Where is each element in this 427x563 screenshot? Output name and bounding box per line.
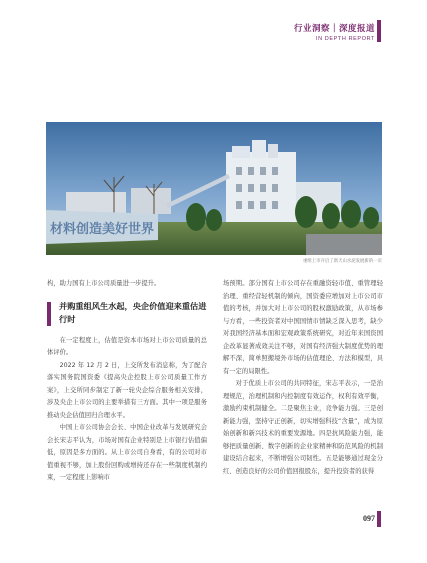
factory-photo-illustration [46, 122, 382, 255]
section-subtitle: IN DEPTH REPORT [315, 36, 375, 42]
sign-text: 材料创造美好世界 [50, 222, 155, 237]
factory-photo [46, 122, 382, 255]
body-paragraph: 在一定程度上，估值是资本市场对上市公司质量的总体评价。 [47, 336, 207, 356]
heading-accent-bar [47, 302, 51, 326]
section-header [294, 22, 375, 42]
section-heading [47, 300, 207, 326]
body-paragraph: 场预期。部分国有上市公司存在重融资轻市值、重管理轻治理、重经营轻机制的倾向，国资委应增加对上市公司市值的考核，并加大对上市公司的股权激励政策，从市场参与方看，一些投资者对中国国情市情缺乏深入思考，缺少对我国经济基本面和宏观政策系统研究，对近年来国资国企改革显著成效关注不够，对国有经济强大制度优势的理解不深，简单照搬境外市场的估值理论、方法和模型，具有一定的局限性。 [223, 280, 383, 375]
left-column [47, 278, 207, 485]
page-number: 097 [363, 514, 375, 523]
page-number-bar [377, 511, 381, 527]
photo-caption: 重组上市开启了新天山水泥发展新的一页 [302, 259, 382, 264]
body-paragraph: 对于优质上市公司的共同特征，宋志平表示，一是治理规范，治理机制和内控制度有效运作，权利有效平衡，激励约束机制健全。二是聚焦主业，竞争能力强。三是创新能力强，坚持守正创新，切实增强科技“含量”，成为原始创新和新兴技术的重要发源地。四是抗风险能力强，能够把质量创新、数字创新的企业家精神和防范风险的机制建设结合起来，不断增强公司韧性。五是能够通过现金分红、创造良好的公司价值回报股东，提升投资者的获得 [223, 380, 383, 475]
body-paragraph: 2022 年 12 月 2 日，上交所发布消息称，为了配合落实国务院国资委《提高央企控股上市公司质量工作方案》，上交所同步制定了新一轮央企综合服务相关安排，涉及央企上市公司的主要举措有三方面。其中一项是服务推动央企估值回归合理水平。 [47, 361, 207, 419]
header-accent-bar [377, 20, 381, 42]
section-heading-text: 并购重组风生水起，央企价值迎来重估进行时 [59, 300, 207, 324]
intro-paragraph: 构，助力国有上市公司质量进一步提升。 [47, 280, 161, 287]
body-paragraph: 中国上市公司协会会长、中国企业改革与发展研究会会长宋志平认为，市场对国有企业特别是上市银行估值偏低，原因是多方面的。从上市公司自身看，有的公司对市值重视不够，加上股份回购或增持还存在一些制度机制约束，一定程度上影响市 [47, 424, 207, 481]
section-title: 行业洞察｜深度报道 [293, 24, 375, 34]
right-column [223, 278, 383, 478]
